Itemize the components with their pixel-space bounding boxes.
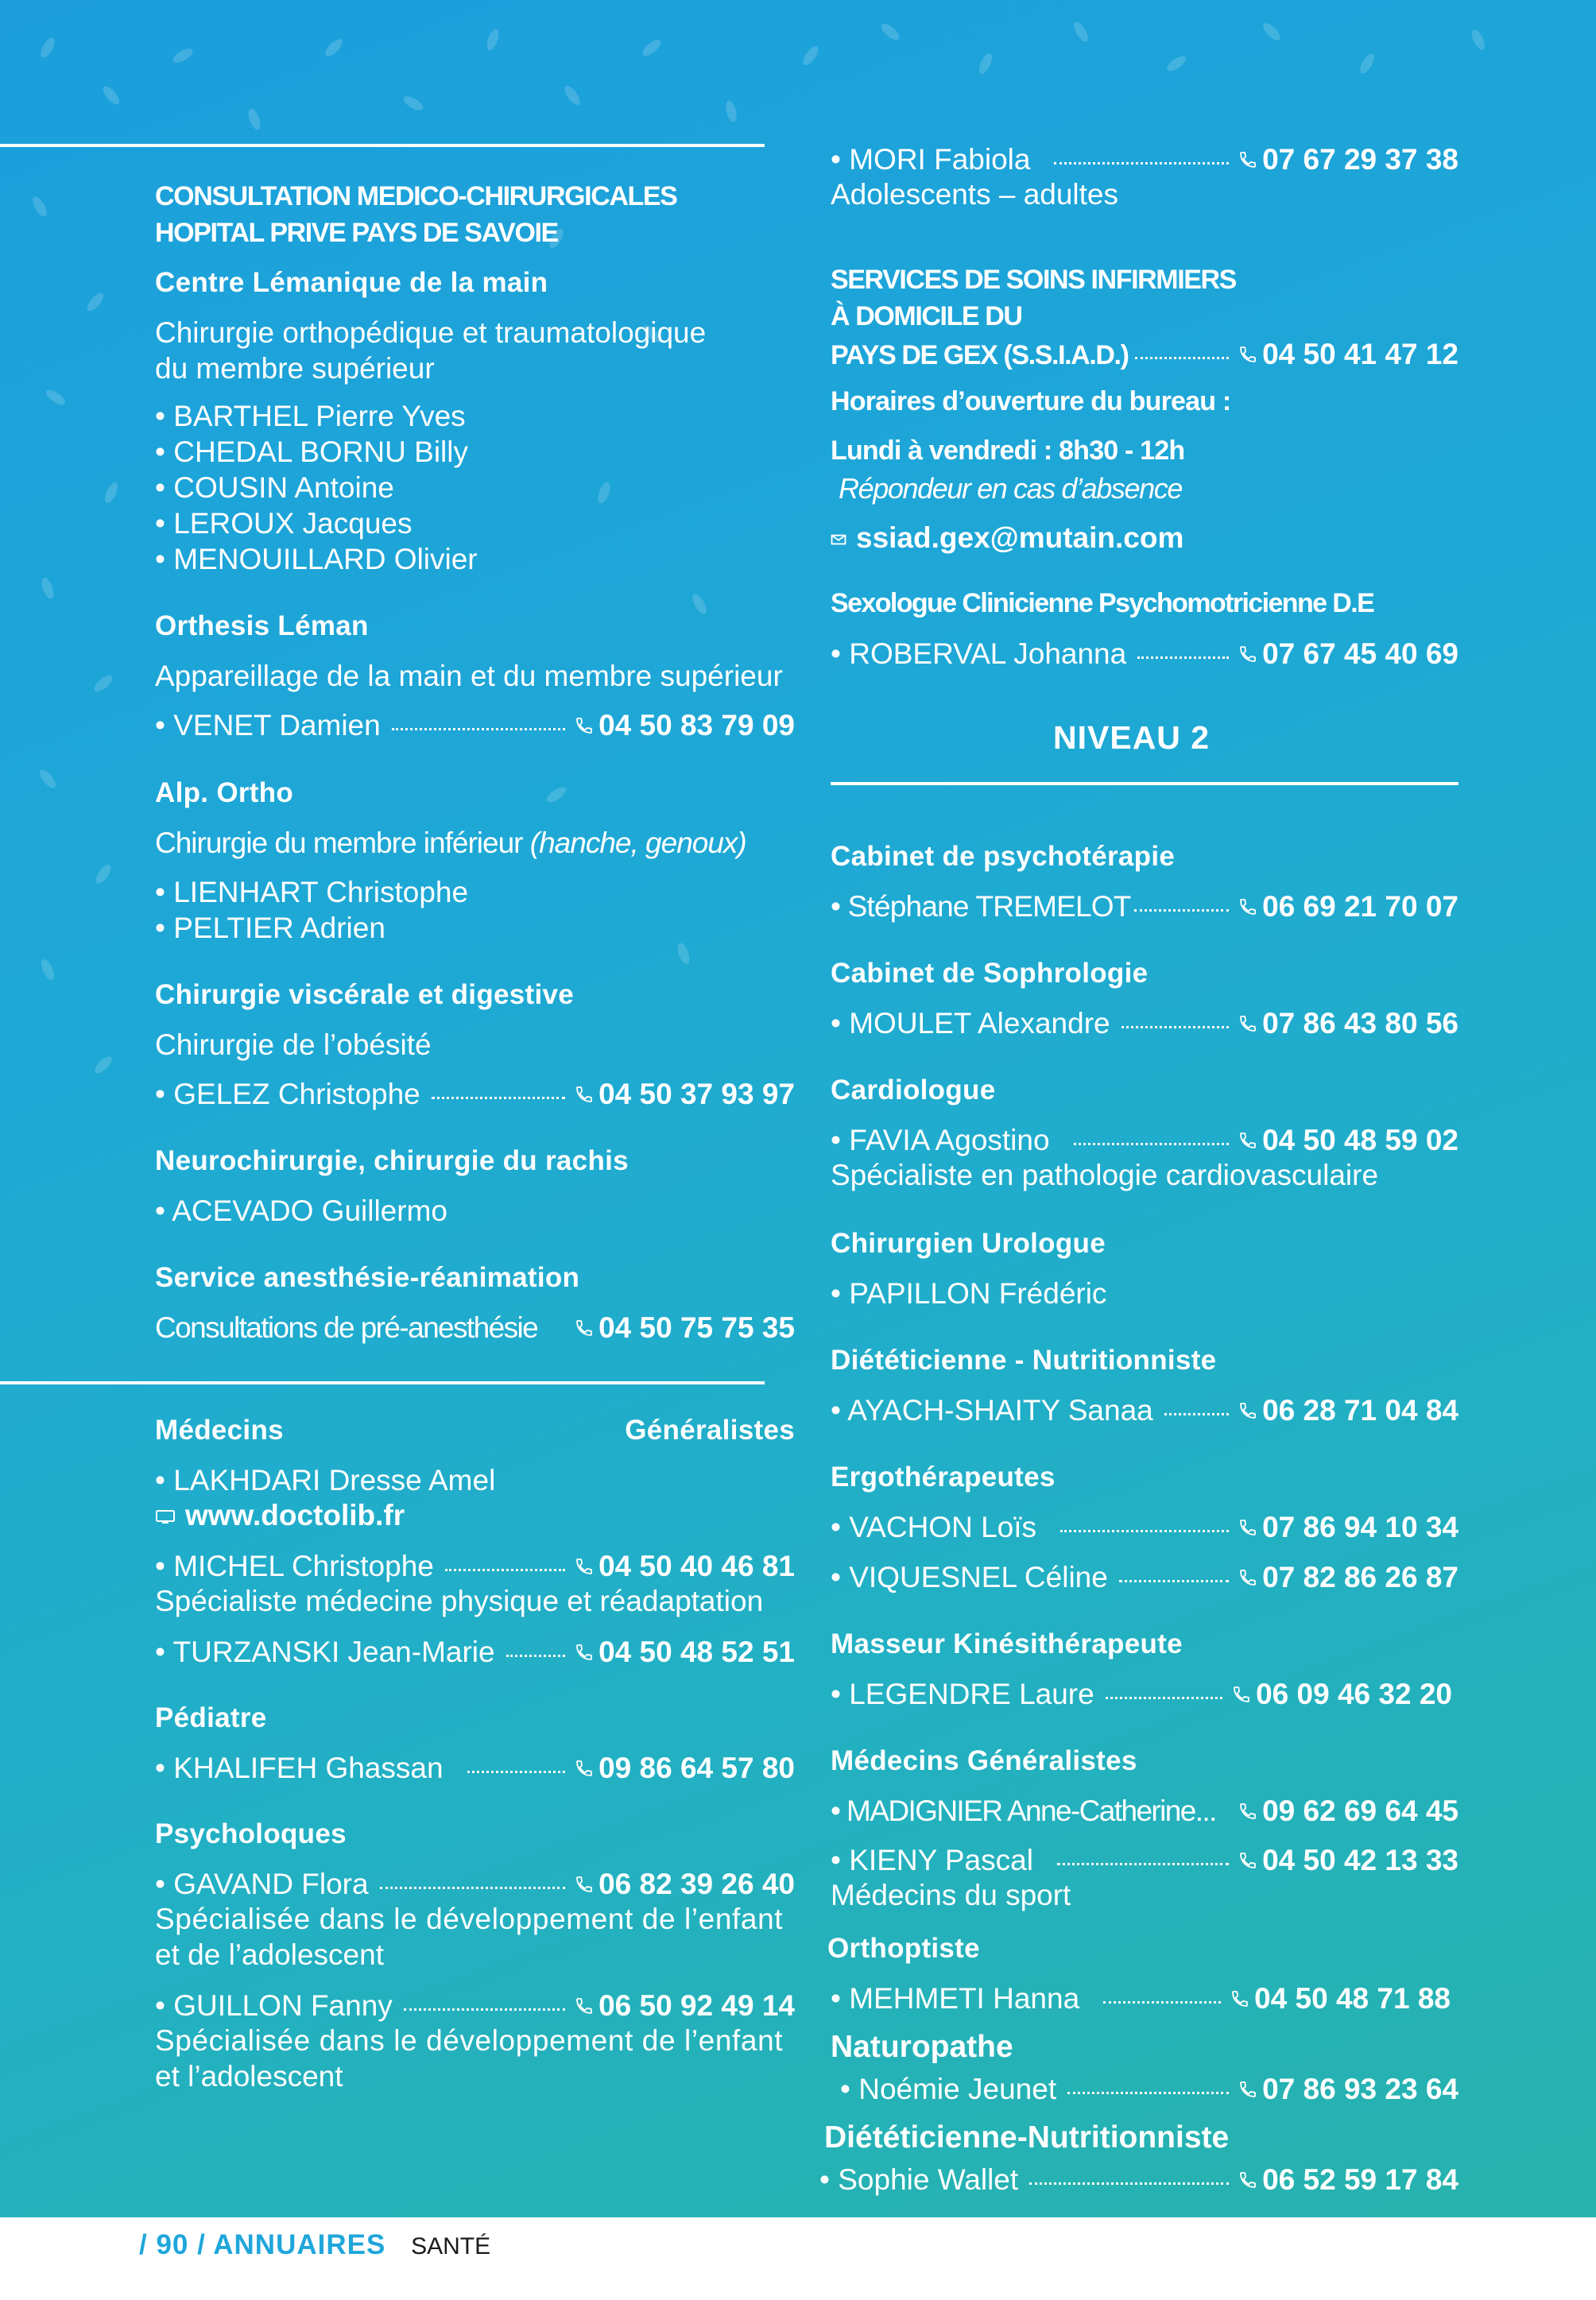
contact-row: [831, 143, 1458, 176]
phone-number[interactable]: 07 67 45 40 69: [1238, 637, 1458, 671]
doctolib-link[interactable]: www.doctolib.fr: [155, 1499, 795, 1532]
contact-row: [831, 1982, 1451, 2015]
leader-dots: [1057, 1863, 1229, 1865]
contact-row: [831, 890, 1458, 923]
phone-number[interactable]: 06 52 59 17 84: [1238, 2163, 1458, 2197]
doctor-name: • GELEZ Christophe: [155, 1078, 420, 1110]
phone-icon: [1238, 1131, 1257, 1150]
phone-icon: [1238, 2080, 1257, 2099]
phone-number[interactable]: 06 82 39 26 40: [575, 1868, 795, 1901]
horaires-title: Horaires d’ouverture du bureau :: [831, 386, 1231, 416]
phone-number[interactable]: 06 09 46 32 20: [1232, 1678, 1452, 1711]
contact-row: [831, 1124, 1458, 1157]
page-footer: [139, 2229, 490, 2261]
phone-icon: [1238, 2170, 1257, 2190]
contact-row: [831, 338, 1458, 371]
centre-lemanique-desc: du membre supérieur: [155, 352, 435, 385]
sexologue-title: Sexologue Clinicienne Psychomotricienne D.E: [831, 588, 1374, 618]
phone-number[interactable]: 07 67 29 37 38: [1238, 143, 1458, 176]
contact-row: [155, 1311, 795, 1345]
phone-number[interactable]: 04 50 40 46 81: [575, 1550, 795, 1583]
doctor-name: • ROBERVAL Johanna: [831, 637, 1127, 670]
doctor-name: • Sophie Wallet: [819, 2163, 1019, 2196]
anesth-desc: Consultations de pré-anesthésie: [155, 1311, 538, 1344]
phone-icon: [1238, 1802, 1257, 1821]
contact-row: [831, 637, 1458, 671]
phone-number[interactable]: 04 50 48 52 51: [575, 1636, 795, 1669]
urologue-title: Chirurgien Urologue: [831, 1228, 1106, 1259]
contact-row: [840, 2073, 1458, 2106]
naturopathe-title: Naturopathe: [831, 2030, 1013, 2064]
leader-dots: [1134, 909, 1230, 912]
alp-ortho-desc: Chirurgie du membre inférieur (hanche, genoux): [155, 827, 746, 859]
phone-number[interactable]: 04 50 42 13 33: [1238, 1844, 1458, 1877]
leader-dots: [1121, 1026, 1230, 1028]
phone-number[interactable]: 06 28 71 04 84: [1238, 1394, 1458, 1427]
anesth-title: Service anesthésie-réanimation: [155, 1262, 580, 1293]
doctor-name: • VIQUESNEL Céline: [831, 1561, 1108, 1593]
leader-dots: [404, 2008, 565, 2011]
phone-icon: [575, 1318, 594, 1338]
doctor-name: • COUSIN Antoine: [155, 471, 394, 504]
leader-dots: [392, 728, 565, 730]
dieteticienne-title: Diététicienne - Nutritionniste: [831, 1345, 1217, 1376]
niveau-rule: [831, 782, 1458, 785]
mori-desc: Adolescents – adultes: [831, 178, 1119, 211]
doctor-name: • Stéphane TREMELOT: [831, 890, 1131, 923]
orthesis-title: Orthesis Léman: [155, 610, 369, 641]
doctor-name: • LAKHDARI Dresse Amel: [155, 1464, 496, 1497]
leader-dots: [1054, 162, 1229, 165]
leader-dots: [1067, 2092, 1229, 2094]
leader-dots: [445, 1569, 565, 1571]
medecins-heading: Médecins Généralistes: [155, 1415, 795, 1446]
visc-desc: Chirurgie de l’obésité: [155, 1028, 432, 1061]
phone-icon: [575, 1557, 594, 1576]
phone-number[interactable]: 07 86 43 80 56: [1238, 1007, 1458, 1040]
sophrologie-title: Cabinet de Sophrologie: [831, 958, 1149, 989]
kine-title: Masseur Kinésithérapeute: [831, 1628, 1183, 1659]
leader-dots: [380, 1887, 566, 1889]
leader-dots: [1106, 1697, 1222, 1699]
phone-icon: [1230, 1989, 1249, 2008]
leader-dots: [506, 1655, 565, 1657]
left-mid-rule: [0, 1381, 765, 1384]
leader-dots: [467, 1771, 566, 1773]
gavand-desc: Spécialisée dans le développement de l’enfant: [155, 1903, 784, 1935]
phone-icon: [1238, 1518, 1257, 1537]
contact-row: [155, 1636, 795, 1669]
ssiad-heading-line3: PAYS DE GEX (S.S.I.A.D.): [831, 340, 1129, 370]
leader-dots: [1029, 2182, 1229, 2185]
niveau-heading: NIVEAU 2: [1053, 719, 1211, 756]
pediatre-title: Pédiatre: [155, 1702, 267, 1733]
orthoptiste-title: Orthoptiste: [827, 1933, 980, 1964]
doctor-name: • VENET Damien: [155, 709, 381, 741]
contact-row: [831, 1007, 1458, 1040]
doctor-name: • MOULET Alexandre: [831, 1007, 1110, 1040]
phone-number[interactable]: 07 86 93 23 64: [1238, 2073, 1458, 2106]
leader-dots: [1135, 357, 1230, 359]
doctor-name: • MENOUILLARD Olivier: [155, 543, 478, 575]
alp-ortho-title: Alp. Ortho: [155, 777, 294, 808]
cardiologue-title: Cardiologue: [831, 1074, 996, 1105]
phone-icon: [575, 1875, 594, 1894]
contact-row: [155, 1752, 795, 1785]
phone-number[interactable]: 06 50 92 49 14: [575, 1989, 795, 2023]
footer-section: / 90 / ANNUAIRES: [139, 2229, 386, 2260]
psycho-title: Psycholoques: [155, 1818, 347, 1849]
horaires-days: Lundi à vendredi : 8h30 - 12h: [831, 436, 1185, 466]
phone-icon: [1238, 1851, 1257, 1870]
guillon-desc: et l’adolescent: [155, 2060, 343, 2093]
michel-desc: Spécialiste médecine physique et réadaptation: [155, 1585, 764, 1617]
phone-number[interactable]: 04 50 75 75 35: [575, 1311, 795, 1345]
phone-icon: [575, 716, 594, 735]
phone-icon: [1232, 1685, 1251, 1704]
doctor-name: • LIENHART Christophe: [155, 876, 469, 908]
doctor-name: • CHEDAL BORNU Billy: [155, 436, 468, 468]
contact-row: [831, 1394, 1458, 1427]
leader-dots: [1119, 1580, 1229, 1582]
doctor-name: • FAVIA Agostino: [831, 1124, 1050, 1156]
contact-row: [155, 1078, 795, 1111]
doctor-name: • KIENY Pascal: [831, 1844, 1033, 1876]
contact-row: [831, 1678, 1452, 1711]
phone-icon: [1238, 1401, 1257, 1420]
phone-number[interactable]: 04 50 48 71 88: [1230, 1982, 1451, 2015]
phone-icon: [1238, 150, 1257, 169]
phone-icon: [575, 1996, 594, 2015]
phone-number[interactable]: 04 50 41 47 12: [1238, 338, 1458, 371]
contact-row: [155, 709, 795, 742]
contact-row: [831, 1844, 1458, 1877]
medgen-title: Médecins Généralistes: [831, 1745, 1137, 1776]
doctor-name: • VACHON Loïs: [831, 1511, 1036, 1543]
phone-number[interactable]: 04 50 83 79 09: [575, 709, 795, 742]
doctor-name: • Noémie Jeunet: [840, 2073, 1057, 2105]
phone-icon: [1238, 897, 1257, 916]
doctor-name: • PAPILLON Frédéric: [831, 1277, 1107, 1310]
phone-icon: [1238, 1568, 1257, 1587]
phone-icon: [1238, 345, 1257, 364]
contact-row: [155, 1550, 795, 1583]
contact-row: [831, 1511, 1458, 1544]
doctor-name: • TURZANSKI Jean-Marie: [155, 1636, 495, 1668]
contact-row: [819, 2163, 1458, 2197]
ssiad-email[interactable]: ssiad.gex@mutain.com: [831, 521, 1458, 555]
leader-dots: [1137, 656, 1229, 659]
phone-number[interactable]: 09 86 64 57 80: [575, 1752, 795, 1785]
doctor-name: • MORI Fabiola: [831, 143, 1031, 176]
gavand-desc: et de l’adolescent: [155, 1938, 384, 1971]
contact-row: [831, 1795, 1458, 1828]
leader-dots: [1103, 2001, 1221, 2004]
doctor-name: • AYACH-SHAITY Sanaa: [831, 1394, 1153, 1427]
doctor-name: • MADIGNIER Anne-Catherine...: [831, 1795, 1216, 1827]
neuro-title: Neurochirurgie, chirurgie du rachis: [155, 1145, 629, 1176]
phone-number[interactable]: 09 62 69 64 45: [1238, 1795, 1458, 1828]
doctor-name: • MICHEL Christophe: [155, 1550, 434, 1582]
horaires-note: Répondeur en cas d’absence: [839, 472, 1182, 505]
ergo-title: Ergothérapeutes: [831, 1462, 1056, 1493]
monitor-icon: [155, 1509, 176, 1525]
phone-number[interactable]: 04 50 37 93 97: [575, 1078, 795, 1111]
consultation-heading-line1: CONSULTATION MEDICO-CHIRURGICALES: [155, 181, 677, 211]
left-top-rule: [0, 144, 765, 147]
doctor-name: • BARTHEL Pierre Yves: [155, 400, 466, 432]
mail-icon: [831, 533, 846, 546]
phone-number[interactable]: 06 69 21 70 07: [1238, 890, 1458, 923]
leader-dots: [432, 1097, 565, 1099]
leader-dots: [1074, 1143, 1230, 1145]
ssiad-heading-line2: À DOMICILE DU: [831, 301, 1022, 331]
footer-category: SANTÉ: [411, 2233, 491, 2259]
doctor-name: • GAVAND Flora: [155, 1868, 369, 1900]
doctor-name: • ACEVADO Guillermo: [155, 1195, 447, 1227]
phone-number[interactable]: 04 50 48 59 02: [1238, 1124, 1458, 1157]
guillon-desc: Spécialisée dans le développement de l’enfant: [155, 2024, 784, 2057]
doctor-name: • LEGENDRE Laure: [831, 1678, 1094, 1710]
diet2-title: Diététicienne-Nutritionniste: [824, 2120, 1230, 2155]
contact-row: [155, 1868, 795, 1901]
ssiad-heading-line1: SERVICES DE SOINS INFIRMIERS: [831, 265, 1236, 295]
phone-number[interactable]: 07 82 86 26 87: [1238, 1561, 1458, 1594]
leader-dots: [1060, 1530, 1229, 1532]
cardiologue-desc: Spécialiste en pathologie cardiovasculaire: [831, 1159, 1379, 1191]
phone-icon: [575, 1759, 594, 1778]
phone-icon: [1238, 1014, 1257, 1033]
centre-lemanique-title: Centre Lémanique de la main: [155, 267, 548, 298]
phone-icon: [575, 1085, 594, 1104]
contact-row: [831, 1561, 1458, 1594]
centre-lemanique-desc: Chirurgie orthopédique et traumatologique: [155, 316, 707, 349]
orthesis-desc: Appareillage de la main et du membre supérieur: [155, 660, 783, 692]
consultation-heading-line2: HOPITAL PRIVE PAYS DE SAVOIE: [155, 218, 558, 248]
doctor-name: • PELTIER Adrien: [155, 912, 385, 944]
psychotherapie-title: Cabinet de psychotérapie: [831, 841, 1176, 872]
medgen-desc: Médecins du sport: [831, 1879, 1071, 1911]
leader-dots: [1164, 1413, 1229, 1415]
doctor-name: • KHALIFEH Ghassan: [155, 1752, 444, 1784]
phone-number[interactable]: 07 86 94 10 34: [1238, 1511, 1458, 1544]
phone-icon: [1238, 645, 1257, 664]
visc-title: Chirurgie viscérale et digestive: [155, 979, 575, 1010]
doctor-name: • LEROUX Jacques: [155, 507, 413, 540]
doctor-name: • MEHMETI Hanna: [831, 1982, 1080, 2015]
doctor-name: • GUILLON Fanny: [155, 1989, 393, 2022]
phone-icon: [575, 1643, 594, 1662]
contact-row: [155, 1989, 795, 2023]
